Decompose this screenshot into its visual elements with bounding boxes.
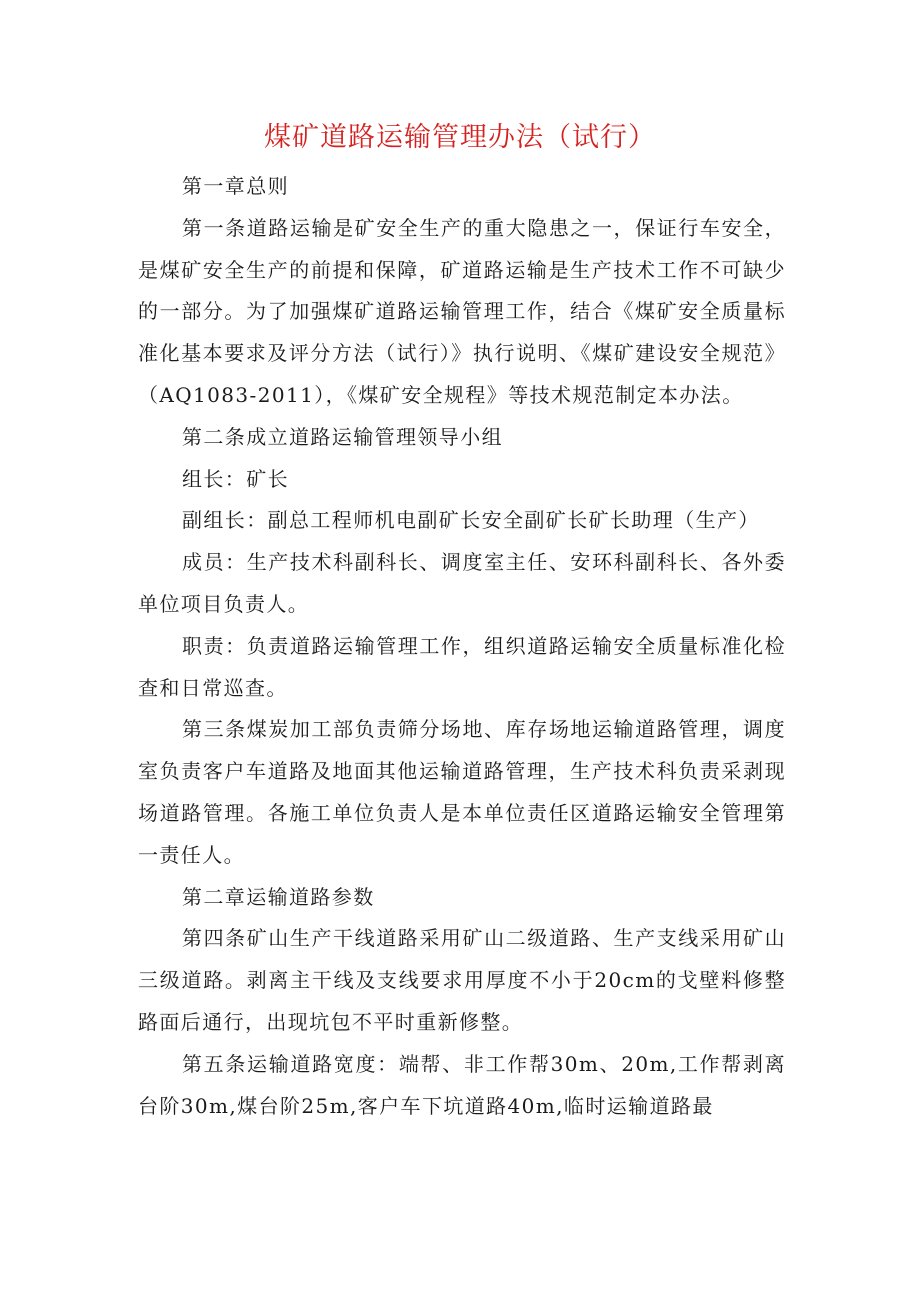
member-line: 成员：生产技术科副科长、调度室主任、安环科副科长、各外委单位项目负责人。 bbox=[138, 550, 786, 616]
document-title: 煤矿道路运输管理办法（试行） bbox=[264, 122, 656, 153]
duty-paragraph: 职责：负责道路运输管理工作，组织道路运输安全质量标准化检查和日常巡查。 bbox=[138, 633, 786, 700]
article-paragraph: 第二条成立道路运输管理领导小组 bbox=[182, 424, 503, 449]
member-line: 副组长：副总工程师机电副矿长安全副矿长矿长助理（生产） bbox=[182, 508, 760, 533]
chapter-heading: 第一章总则 bbox=[182, 174, 289, 198]
article-paragraph: 第三条煤炭加工部负责筛分场地、库存场地运输道路管理，调度室负责客户车道路及地面其他运输道路管理，生产技术科负责采剥现场道路管理。各施工单位负责人是本单位责任区道路运输安全管理第一责任人。 bbox=[138, 717, 786, 867]
member-line: 组长：矿长 bbox=[182, 466, 289, 491]
article-paragraph: 第一条道路运输是矿安全生产的重大隐患之一，保证行车安全，是煤矿安全生产的前提和保障，矿道路运输是生产技术工作不可缺少的一部分。为了加强煤矿道路运输管理工作，结合《煤矿安全质量标准化基本要求及评分方法（试行）》执行说明、《煤矿建设安全规范》（AQ1083-2011），《煤矿安全规程》等技术规范制定本办法。 bbox=[138, 215, 786, 407]
chapter-heading: 第二章运输道路参数 bbox=[182, 884, 375, 909]
article-paragraph: 第五条运输道路宽度：端帮、非工作帮30m、20m,工作帮剥离台阶30m,煤台阶25m,客户车下坑道路40m,临时运输道路最 bbox=[138, 1051, 786, 1118]
article-paragraph: 第四条矿山生产干线道路采用矿山二级道路、生产支线采用矿山三级道路。剥离主干线及支线要求用厚度不小于20cm的戈壁料修整路面后通行，出现坑包不平时重新修整。 bbox=[138, 926, 786, 1034]
document-body bbox=[138, 166, 786, 1127]
